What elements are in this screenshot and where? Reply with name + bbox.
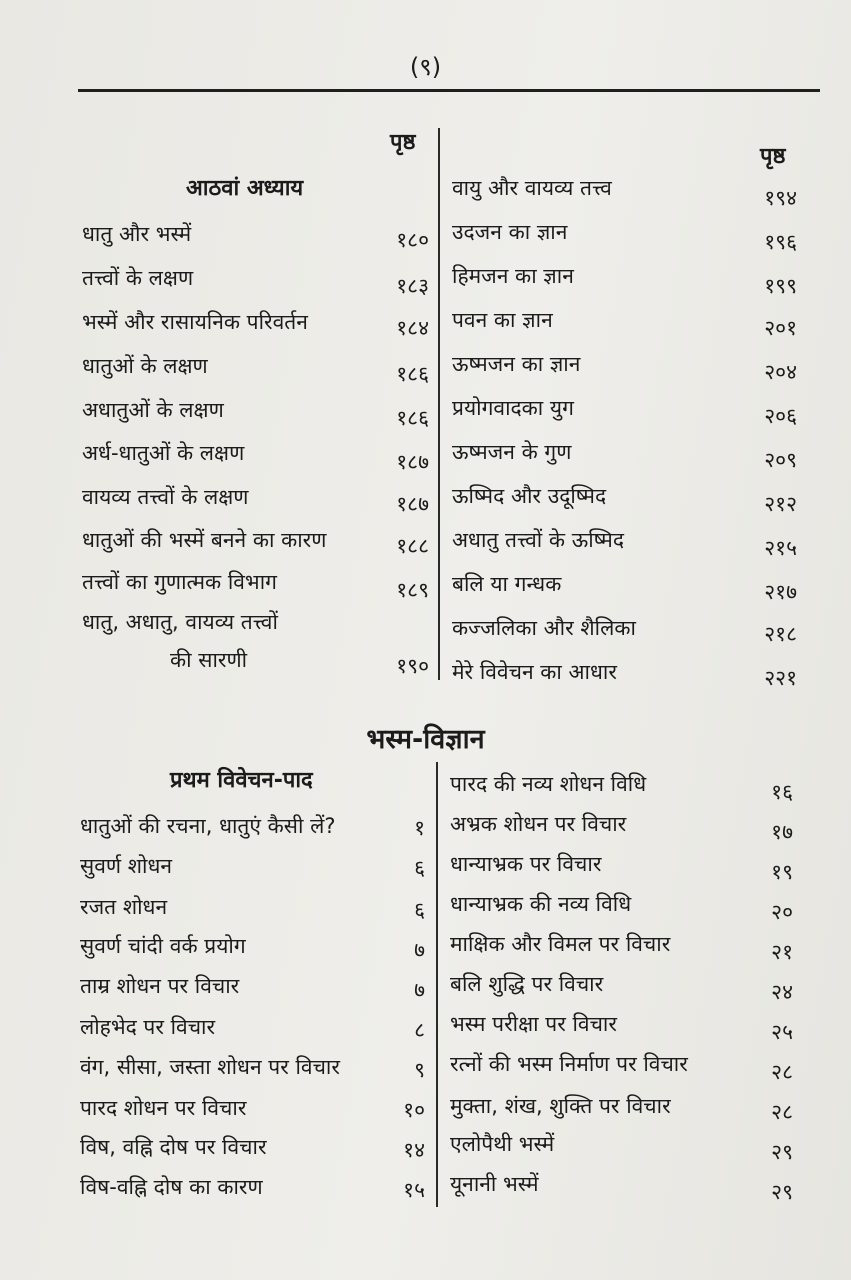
toc-entry-title: कज्जलिका और शैलिका	[452, 616, 636, 640]
toc-entry-page: १९९	[764, 274, 797, 298]
toc-entry-page: १८६	[396, 362, 429, 386]
toc-entry-page: २८	[771, 1100, 793, 1124]
toc-entry-page: ६	[414, 856, 425, 880]
toc-entry-page: १०	[403, 1098, 425, 1122]
column-divider-lower	[436, 762, 438, 1207]
toc-entry-title: माक्षिक और विमल पर विचार	[450, 932, 671, 956]
toc-entry-title: तत्त्वों का गुणात्मक विभाग	[82, 570, 277, 594]
toc-entry-page: २०४	[764, 360, 797, 384]
toc-entry-title: धातुओं की रचना, धातुएं कैसी लें?	[80, 814, 336, 838]
toc-entry-title: पवन का ज्ञान	[452, 308, 553, 332]
toc-entry-page: १८६	[396, 406, 429, 430]
toc-entry-title: धातु, अधातु, वायव्य तत्त्वों	[82, 610, 278, 634]
page-column-header-left: पृष्ठ	[390, 130, 416, 155]
toc-entry-title: लोहभेद पर विचार	[80, 1015, 216, 1039]
page-column-header-right: पृष्ठ	[760, 144, 786, 169]
toc-entry-title: भस्म परीक्षा पर विचार	[450, 1012, 617, 1036]
toc-entry-page: १८९	[396, 578, 429, 602]
column-divider-upper	[438, 128, 440, 680]
toc-entry-title: रत्नों की भस्म निर्माण पर विचार	[450, 1052, 688, 1076]
page-number: (९)	[409, 53, 442, 81]
toc-entry-title: धान्याभ्रक की नव्य विधि	[450, 892, 632, 916]
toc-entry-page: १८७	[396, 450, 429, 474]
toc-entry-page: ९	[414, 1058, 425, 1082]
toc-entry-page: २८	[771, 1060, 793, 1084]
toc-entry-title: धातुओं की भस्में बनने का कारण	[82, 528, 327, 552]
toc-entry-title-continued: की सारणी	[170, 648, 248, 672]
toc-entry-page: ७	[414, 938, 425, 962]
toc-entry-page: २१२	[764, 492, 797, 516]
toc-entry-page: २१५	[764, 536, 797, 560]
toc-entry-page: १८०	[396, 228, 429, 252]
toc-entry-title: रजत शोधन	[80, 895, 168, 919]
toc-entry-title: मेरे विवेचन का आधार	[452, 660, 617, 684]
toc-entry-title: बलि या गन्धक	[452, 572, 562, 596]
toc-entry-page: २९	[771, 1180, 793, 1204]
toc-entry-page: ८	[414, 1018, 425, 1042]
toc-entry-title: ताम्र शोधन पर विचार	[80, 974, 240, 998]
toc-entry-page: २५	[771, 1020, 793, 1044]
toc-entry-title: उदजन का ज्ञान	[452, 220, 568, 244]
toc-entry-title: ऊष्मजन का ज्ञान	[452, 352, 581, 376]
toc-entry-title: वायव्य तत्त्वों के लक्षण	[82, 485, 249, 509]
toc-entry-title: यूनानी भस्में	[450, 1172, 539, 1196]
toc-entry-page: २१८	[764, 622, 797, 646]
toc-entry-title: अभ्रक शोधन पर विचार	[450, 812, 627, 836]
toc-entry-title: सुवर्ण चांदी वर्क प्रयोग	[80, 934, 246, 958]
toc-entry-title: अर्ध-धातुओं के लक्षण	[82, 441, 245, 465]
toc-entry-title: धान्याभ्रक पर विचार	[450, 852, 602, 876]
section-title: भस्म-विज्ञान	[366, 724, 485, 755]
toc-entry-page: १८३	[396, 274, 429, 298]
toc-entry-title: बलि शुद्धि पर विचार	[450, 972, 604, 996]
toc-entry-page: १७	[771, 820, 793, 844]
toc-entry-title: विष, वह्नि दोष पर विचार	[80, 1135, 267, 1159]
toc-entry-title: हिमजन का ज्ञान	[452, 264, 574, 288]
toc-entry-page: २४	[771, 980, 793, 1004]
toc-entry-title: मुक्ता, शंख, शुक्ति पर विचार	[450, 1094, 671, 1118]
toc-entry-title: पारद की नव्य शोधन विधि	[450, 772, 647, 796]
toc-entry-title: ऊष्मिद और उदूष्मिद	[452, 484, 607, 508]
toc-entry-page: ७	[414, 978, 425, 1002]
toc-entry-title: भस्में और रासायनिक परिवर्तन	[82, 310, 308, 334]
toc-entry-title: धातुओं के लक्षण	[82, 354, 208, 378]
toc-entry-page: २०	[771, 900, 793, 924]
toc-entry-page: १९६	[764, 230, 797, 254]
toc-entry-page: १८७	[396, 492, 429, 516]
toc-entry-page: २२१	[764, 666, 797, 690]
toc-entry-page: २१७	[764, 580, 797, 604]
toc-entry-page: १५	[403, 1178, 425, 1202]
toc-entry-page: ६	[414, 898, 425, 922]
toc-entry-page: १६	[771, 780, 793, 804]
toc-entry-title: वंग, सीसा, जस्ता शोधन पर विचार	[80, 1055, 340, 1079]
toc-entry-title: पारद शोधन पर विचार	[80, 1096, 247, 1120]
toc-entry-page: १८८	[396, 534, 429, 558]
toc-entry-page: १९४	[764, 186, 797, 210]
chapter-title: प्रथम विवेचन-पाद	[170, 768, 313, 793]
toc-entry-title: अधातुओं के लक्षण	[82, 398, 224, 422]
toc-entry-title: ऊष्मजन के गुण	[452, 440, 572, 464]
toc-entry-page: २०९	[764, 448, 797, 472]
toc-entry-page: १९०	[396, 654, 429, 678]
toc-entry-title: वायु और वायव्य तत्त्व	[452, 176, 612, 200]
toc-entry-page: २१	[771, 940, 793, 964]
toc-entry-page: १	[414, 816, 425, 840]
header-rule	[78, 89, 820, 92]
toc-entry-title: एलोपैथी भस्में	[450, 1132, 555, 1156]
toc-entry-title: विष-वह्नि दोष का कारण	[80, 1175, 263, 1199]
toc-entry-page: २०६	[764, 404, 797, 428]
chapter-title: आठवां अध्याय	[186, 176, 304, 201]
toc-entry-title: प्रयोगवादका युग	[452, 396, 574, 420]
toc-entry-title: अधातु तत्त्वों के ऊष्मिद	[452, 528, 624, 552]
toc-entry-page: २९	[771, 1140, 793, 1164]
toc-entry-page: २०१	[764, 316, 797, 340]
toc-entry-title: धातु और भस्में	[82, 222, 192, 246]
toc-entry-page: १४	[403, 1138, 425, 1162]
toc-entry-title: सुवर्ण शोधन	[80, 854, 173, 878]
toc-entry-page: १९	[771, 860, 793, 884]
toc-entry-page: १८४	[396, 316, 429, 340]
toc-entry-title: तत्त्वों के लक्षण	[82, 266, 194, 290]
